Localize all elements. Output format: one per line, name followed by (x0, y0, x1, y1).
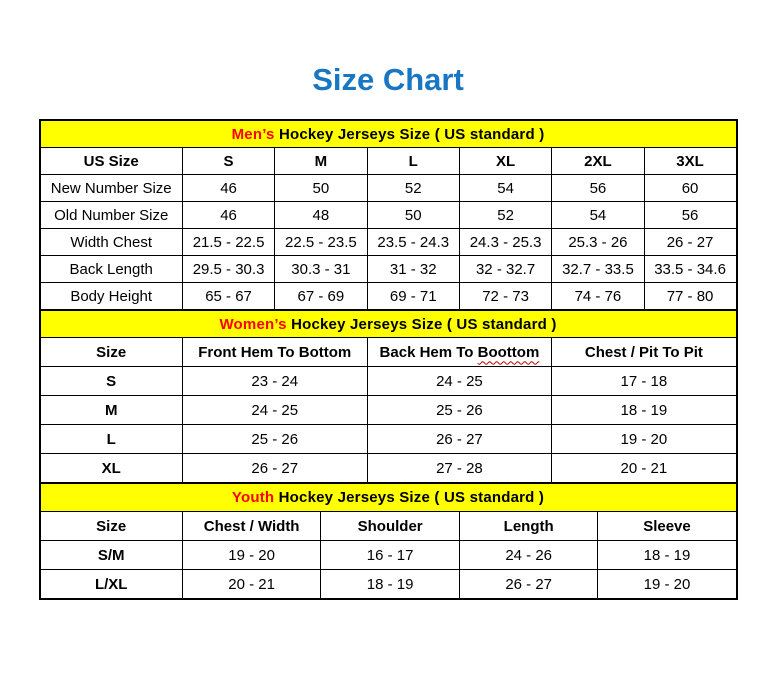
row-label: Width Chest (40, 229, 183, 256)
column-header: L (367, 148, 459, 175)
size-value-cell: 46 (182, 175, 274, 202)
size-value-cell: 26 - 27 (644, 229, 736, 256)
column-header: Size (40, 512, 183, 541)
row-label: S (40, 367, 183, 396)
womens-banner-row (40, 310, 737, 338)
mens-banner-row (40, 120, 737, 148)
size-value-cell: 33.5 - 34.6 (644, 256, 736, 283)
column-header: Sleeve (598, 512, 737, 541)
size-value-cell: 56 (644, 202, 736, 229)
size-value-cell: 54 (552, 202, 644, 229)
womens-table-banner (40, 310, 737, 338)
size-value-cell: 25 - 26 (367, 396, 552, 425)
table-row (40, 541, 737, 570)
size-value-cell: 18 - 19 (598, 541, 737, 570)
size-value-cell: 19 - 20 (598, 570, 737, 600)
size-value-cell: 69 - 71 (367, 283, 459, 311)
youth-table-banner (40, 483, 737, 512)
column-header: Chest / Width (182, 512, 321, 541)
size-value-cell: 24 - 26 (459, 541, 598, 570)
size-value-cell: 56 (552, 175, 644, 202)
page-title: Size Chart (312, 62, 464, 97)
table-row (40, 396, 737, 425)
size-value-cell: 24 - 25 (182, 396, 367, 425)
column-header: US Size (40, 148, 183, 175)
size-value-cell: 32.7 - 33.5 (552, 256, 644, 283)
womens-size-table (39, 309, 738, 484)
youth-size-table (39, 482, 738, 600)
size-value-cell: 24.3 - 25.3 (459, 229, 551, 256)
mens-table-banner (40, 120, 737, 148)
column-header: 3XL (644, 148, 736, 175)
column-header: 2XL (552, 148, 644, 175)
size-value-cell: 16 - 17 (321, 541, 460, 570)
table-row (40, 570, 737, 600)
womens-banner-highlight: Women’s (219, 315, 287, 333)
size-value-cell: 52 (367, 175, 459, 202)
size-value-cell: 17 - 18 (552, 367, 737, 396)
size-value-cell: 26 - 27 (182, 454, 367, 484)
size-value-cell: 65 - 67 (182, 283, 274, 311)
size-value-cell: 31 - 32 (367, 256, 459, 283)
mens-column-header-row (40, 148, 737, 175)
size-value-cell: 72 - 73 (459, 283, 551, 311)
column-header: Shoulder (321, 512, 460, 541)
row-label: L/XL (40, 570, 183, 600)
size-value-cell: 21.5 - 22.5 (182, 229, 274, 256)
youth-banner-highlight: Youth (231, 489, 275, 506)
column-header: Front Hem To Bottom (182, 338, 367, 367)
size-value-cell: 26 - 27 (367, 425, 552, 454)
column-header: S (182, 148, 274, 175)
table-row (40, 283, 737, 311)
table-row (40, 202, 737, 229)
size-value-cell: 22.5 - 23.5 (275, 229, 367, 256)
column-header: Size (40, 338, 183, 367)
size-value-cell: 26 - 27 (459, 570, 598, 600)
column-header: Chest / Pit To Pit (552, 338, 737, 367)
youth-column-header-row (40, 512, 737, 541)
size-value-cell: 29.5 - 30.3 (182, 256, 274, 283)
size-value-cell: 46 (182, 202, 274, 229)
row-label: L (40, 425, 183, 454)
size-value-cell: 24 - 25 (367, 367, 552, 396)
size-value-cell: 48 (275, 202, 367, 229)
size-value-cell: 54 (459, 175, 551, 202)
womens-banner-text: Hockey Jerseys Size ( US standard ) (291, 315, 557, 333)
size-value-cell: 20 - 21 (552, 454, 737, 484)
youth-banner-row (40, 483, 737, 512)
mens-size-table (39, 119, 738, 311)
youth-table-body (40, 541, 737, 600)
size-value-cell: 32 - 32.7 (459, 256, 551, 283)
table-row (40, 175, 737, 202)
mens-banner-text: Hockey Jerseys Size ( US standard ) (278, 125, 545, 143)
size-value-cell: 25 - 26 (182, 425, 367, 454)
row-label: New Number Size (40, 175, 183, 202)
row-label: S/M (40, 541, 183, 570)
size-value-cell: 20 - 21 (182, 570, 321, 600)
row-label: Body Height (40, 283, 183, 311)
size-value-cell: 23.5 - 24.3 (367, 229, 459, 256)
misspelled-word: Boottom (477, 343, 540, 361)
row-label: XL (40, 454, 183, 484)
size-value-cell: 23 - 24 (182, 367, 367, 396)
column-header: Back Hem To Boottom (367, 338, 552, 367)
size-value-cell: 67 - 69 (275, 283, 367, 311)
size-value-cell: 19 - 20 (182, 541, 321, 570)
row-label: M (40, 396, 183, 425)
youth-banner-text: Hockey Jerseys Size ( US standard ) (278, 489, 545, 506)
table-row (40, 454, 737, 484)
size-value-cell: 50 (367, 202, 459, 229)
size-value-cell: 52 (459, 202, 551, 229)
size-value-cell: 50 (275, 175, 367, 202)
column-header: XL (459, 148, 551, 175)
table-row (40, 229, 737, 256)
column-header: M (275, 148, 367, 175)
table-row (40, 367, 737, 396)
table-row (40, 425, 737, 454)
size-value-cell: 74 - 76 (552, 283, 644, 311)
size-value-cell: 19 - 20 (552, 425, 737, 454)
size-value-cell: 18 - 19 (552, 396, 737, 425)
size-value-cell: 27 - 28 (367, 454, 552, 484)
mens-banner-highlight: Men’s (231, 125, 275, 143)
size-value-cell: 30.3 - 31 (275, 256, 367, 283)
size-value-cell: 25.3 - 26 (552, 229, 644, 256)
size-value-cell: 18 - 19 (321, 570, 460, 600)
womens-table-body (40, 367, 737, 484)
size-value-cell: 77 - 80 (644, 283, 736, 311)
row-label: Back Length (40, 256, 183, 283)
size-tables-container (39, 119, 738, 600)
row-label: Old Number Size (40, 202, 183, 229)
column-header: Length (459, 512, 598, 541)
womens-column-header-row (40, 338, 737, 367)
mens-table-body (40, 175, 737, 311)
size-value-cell: 60 (644, 175, 736, 202)
table-row (40, 256, 737, 283)
